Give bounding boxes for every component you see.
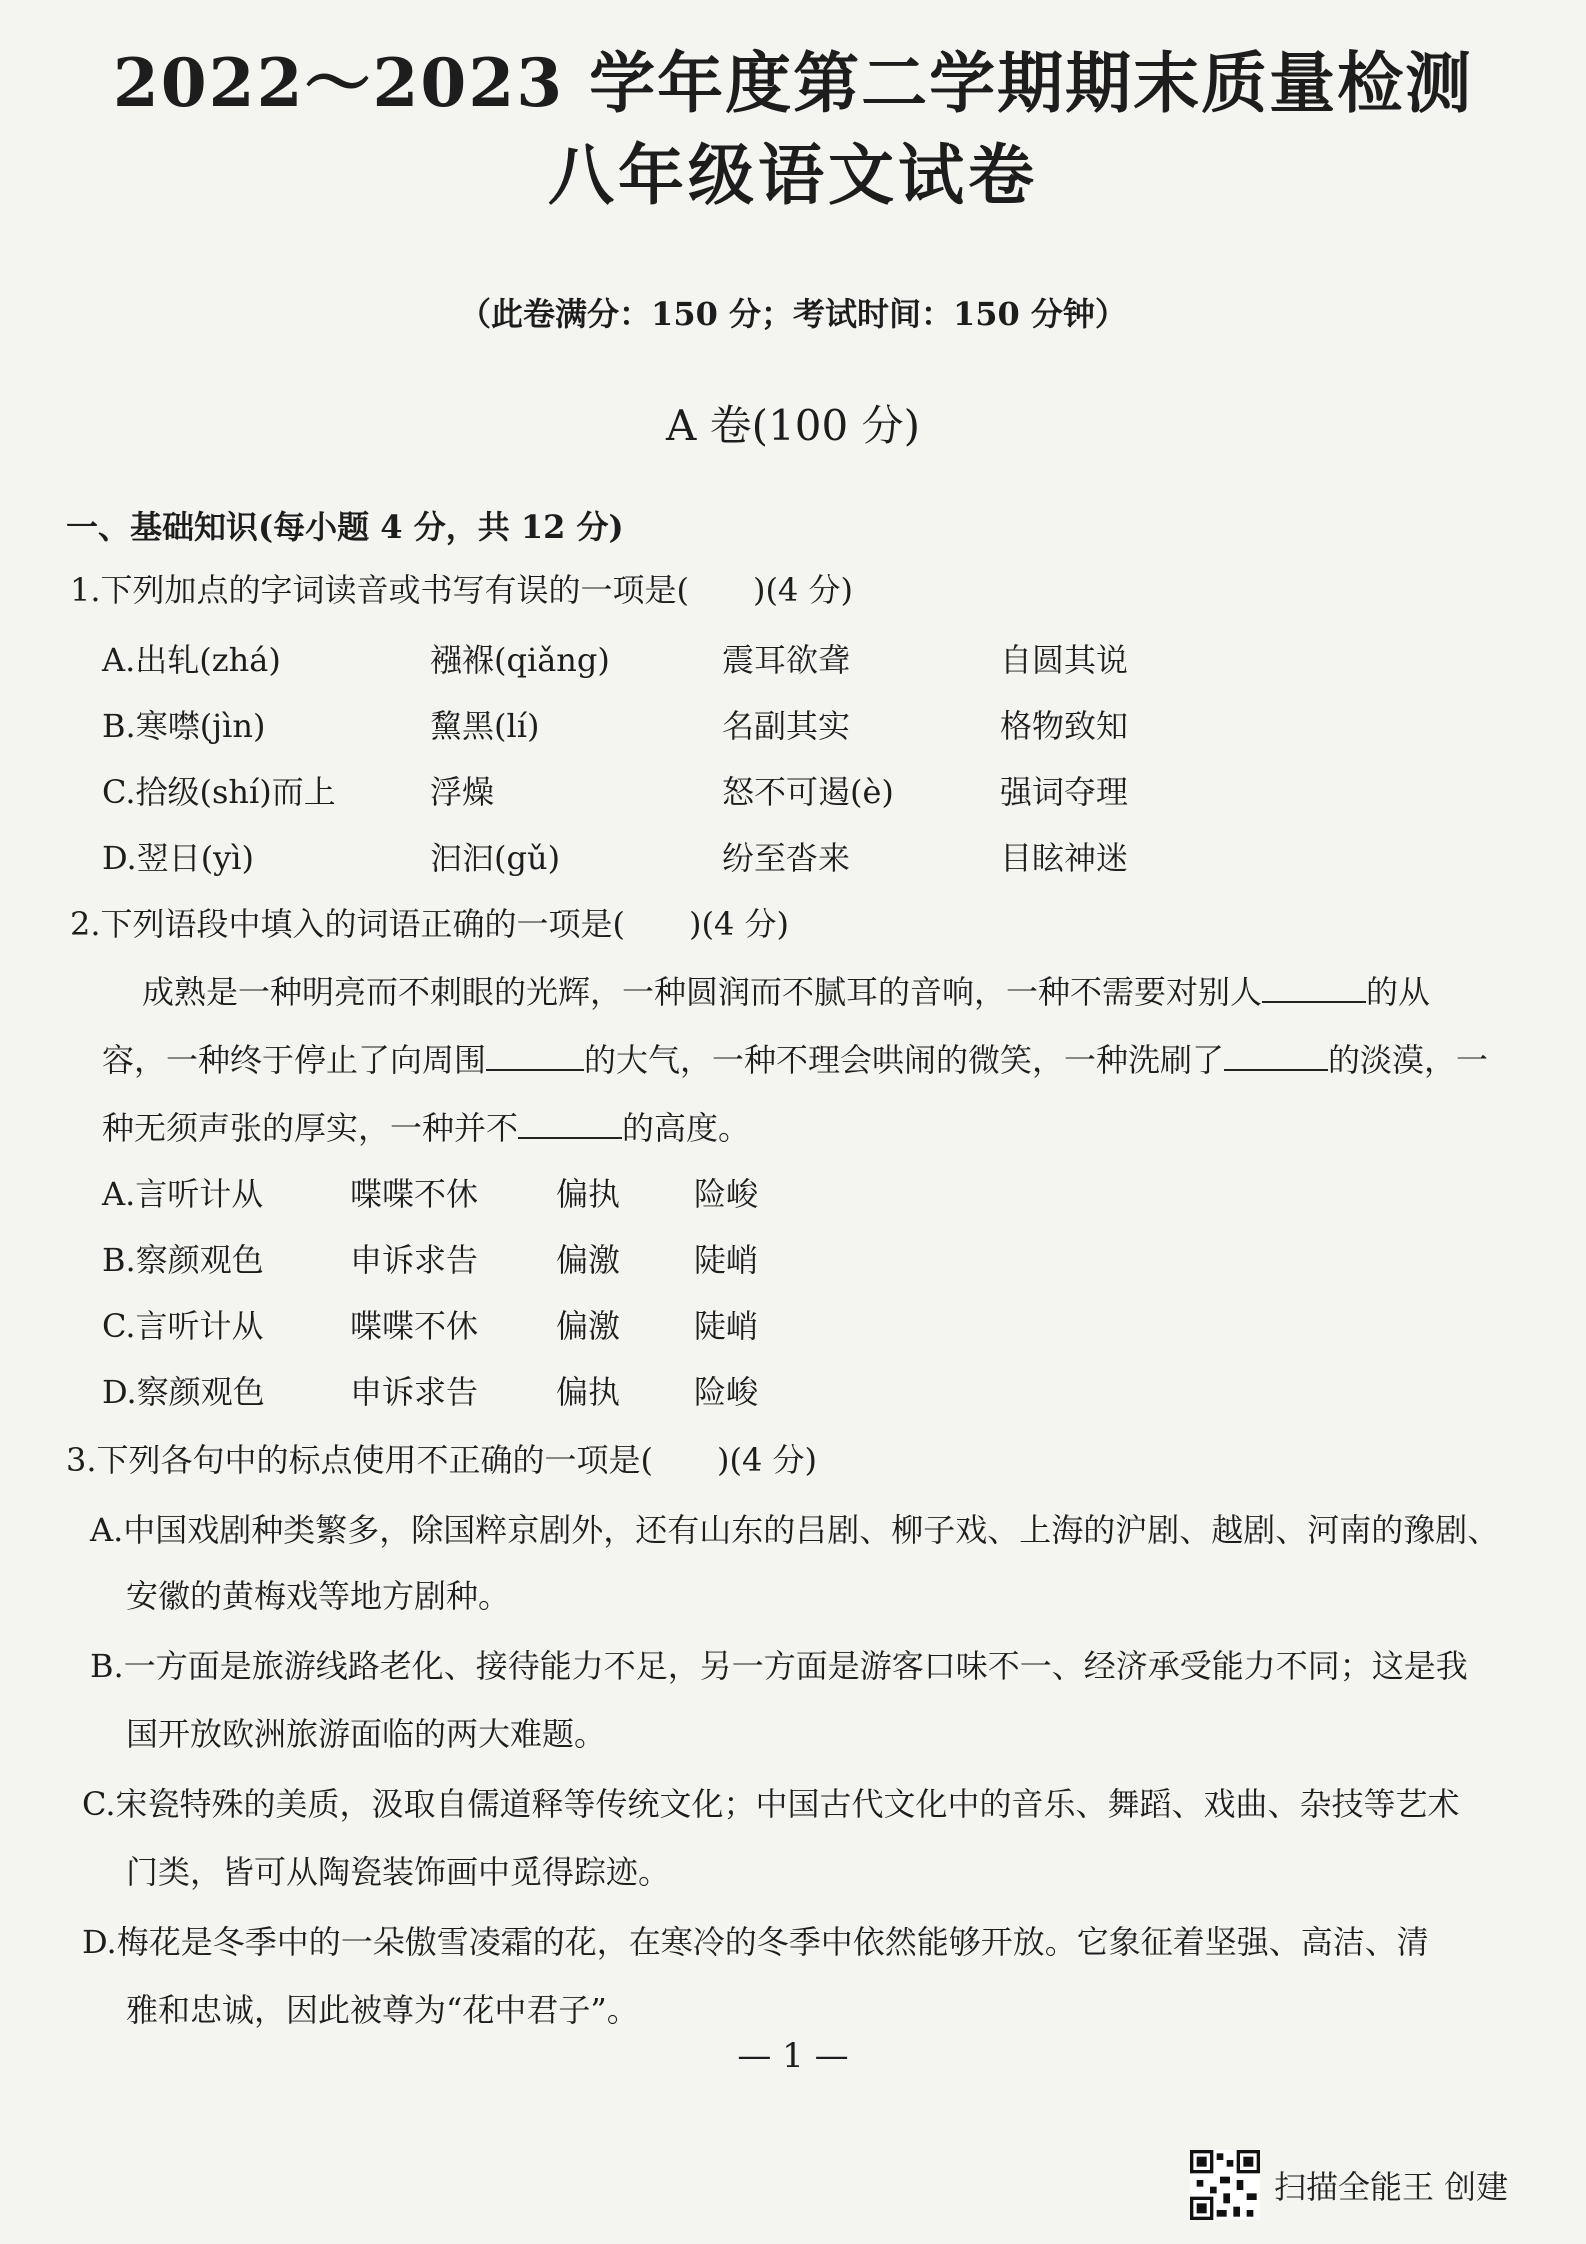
q1-option-b-3: 名副其实 [722,707,851,745]
q3-option-b-line-2: 国开放欧洲旅游面临的两大难题。 [126,1715,607,1753]
question-1-stem [70,568,853,612]
q1-option-b-2: 黧黑(lí) [430,707,540,745]
q2-option-d-1: D.察颜观色 [102,1373,265,1411]
scanner-watermark [1190,2148,1550,2222]
q1-option-d-4: 目眩神迷 [1000,839,1129,877]
q1-option-d-1: D.翌日(yì) [102,839,254,877]
q2-option-c-1: C.言听计从 [102,1307,264,1345]
q1-option-a-2: 襁褓(qiǎng) [430,641,610,679]
part-heading: 一、基础知识(每小题 4 分，共 12 分) [66,508,624,546]
q2-option-c-3: 偏激 [556,1307,621,1345]
q3-option-d-line-1: D.梅花是冬季中的一朵傲雪凌霜的花，在寒冷的冬季中依然能够开放。它象征着坚强、高洁、清 [82,1923,1429,1961]
q1-option-a-3: 震耳欲聋 [722,641,851,679]
section-heading: A 卷(100 分) [666,401,920,450]
q3-option-c-line-1: C.宋瓷特殊的美质，汲取自儒道释等传统文化；中国古代文化中的音乐、舞蹈、戏曲、杂技等艺术 [82,1785,1460,1823]
q1-option-b-1: B.寒噤(jìn) [102,707,266,745]
q2-passage-line-3 [102,1106,750,1150]
question-1-stem-text: 1.下列加点的字词读音或书写有误的一项是( [70,571,690,609]
q3-option-a-line-1: A.中国戏剧种类繁多，除国粹京剧外，还有山东的吕剧、柳子戏、上海的沪剧、越剧、河南的豫剧、 [90,1511,1500,1549]
q2-option-d-2: 申诉求告 [350,1373,479,1411]
q3-option-d-line-2: 雅和忠诚，因此被尊为“花中君子”。 [126,1991,639,2029]
exam-info: （此卷满分：150 分；考试时间：150 分钟） [459,295,1127,333]
q2-option-b-1: B.察颜观色 [102,1241,264,1279]
fill-blank-4 [518,1107,622,1139]
fill-blank-3 [1224,1039,1328,1071]
q1-option-d-2: 汩汩(gǔ) [430,839,561,877]
question-3-stem [66,1438,817,1482]
question-2-points: )(4 分) [689,905,790,943]
q2-option-a-4: 险峻 [694,1175,759,1213]
passage-text: 的高度。 [622,1109,751,1147]
q1-option-c-1: C.拾级(shí)而上 [102,773,336,811]
q2-option-c-2: 喋喋不休 [350,1307,479,1345]
q2-option-a-2: 喋喋不休 [350,1175,479,1213]
passage-text: 成熟是一种明亮而不刺眼的光辉，一种圆润而不腻耳的音响，一种不需要对别人 [142,973,1263,1011]
q1-option-b-4: 格物致知 [1000,707,1129,745]
q2-option-a-3: 偏执 [556,1175,621,1213]
exam-title: 2022～2023 学年度第二学期期末质量检测 [112,44,1474,122]
fill-blank-1 [1262,971,1366,1003]
q2-option-d-3: 偏执 [556,1373,621,1411]
question-2-stem [70,902,789,946]
q2-passage-line-1 [142,970,1430,1014]
passage-text: 的从 [1366,973,1431,1011]
q1-option-a-4: 自圆其说 [1000,641,1129,679]
question-2-stem-text: 2.下列语段中填入的词语正确的一项是( [70,905,626,943]
passage-text: 的淡漠，一 [1328,1041,1489,1079]
q1-option-c-3: 怒不可遏(è) [722,773,894,811]
question-1-points: )(4 分) [753,571,854,609]
q2-option-b-2: 申诉求告 [350,1241,479,1279]
question-3-points: )(4 分) [717,1441,818,1479]
q1-option-c-4: 强词夺理 [1000,773,1129,811]
page-number: — 1 — [737,2036,849,2076]
q2-option-a-1: A.言听计从 [102,1175,264,1213]
passage-text: 容，一种终于停止了向周围 [102,1041,487,1079]
q1-option-a-1: A.出轧(zhá) [102,641,281,679]
q1-option-c-2: 浮燥 [430,773,495,811]
q2-option-b-3: 偏激 [556,1241,621,1279]
q3-option-c-line-2: 门类，皆可从陶瓷装饰画中觅得踪迹。 [126,1853,671,1891]
fill-blank-2 [486,1039,584,1071]
passage-text: 种无须声张的厚实，一种并不 [102,1109,519,1147]
q3-option-a-line-2: 安徽的黄梅戏等地方剧种。 [126,1577,511,1615]
exam-subject-title: 八年级语文试卷 [548,136,1038,214]
q2-option-b-4: 陡峭 [694,1241,759,1279]
passage-text: 的大气，一种不理会哄闹的微笑，一种洗刷了 [584,1041,1225,1079]
q2-option-c-4: 陡峭 [694,1307,759,1345]
q3-option-b-line-1: B.一方面是旅游线路老化、接待能力不足，另一方面是游客口味不一、经济承受能力不同；这是我 [90,1647,1468,1685]
q1-option-d-3: 纷至沓来 [722,839,851,877]
q2-option-d-4: 险峻 [694,1373,759,1411]
q2-passage-line-2 [102,1038,1488,1082]
qr-code-icon [1190,2150,1260,2220]
watermark-text: 扫描全能王 创建 [1274,2168,1509,2206]
question-3-stem-text: 3.下列各句中的标点使用不正确的一项是( [66,1441,654,1479]
